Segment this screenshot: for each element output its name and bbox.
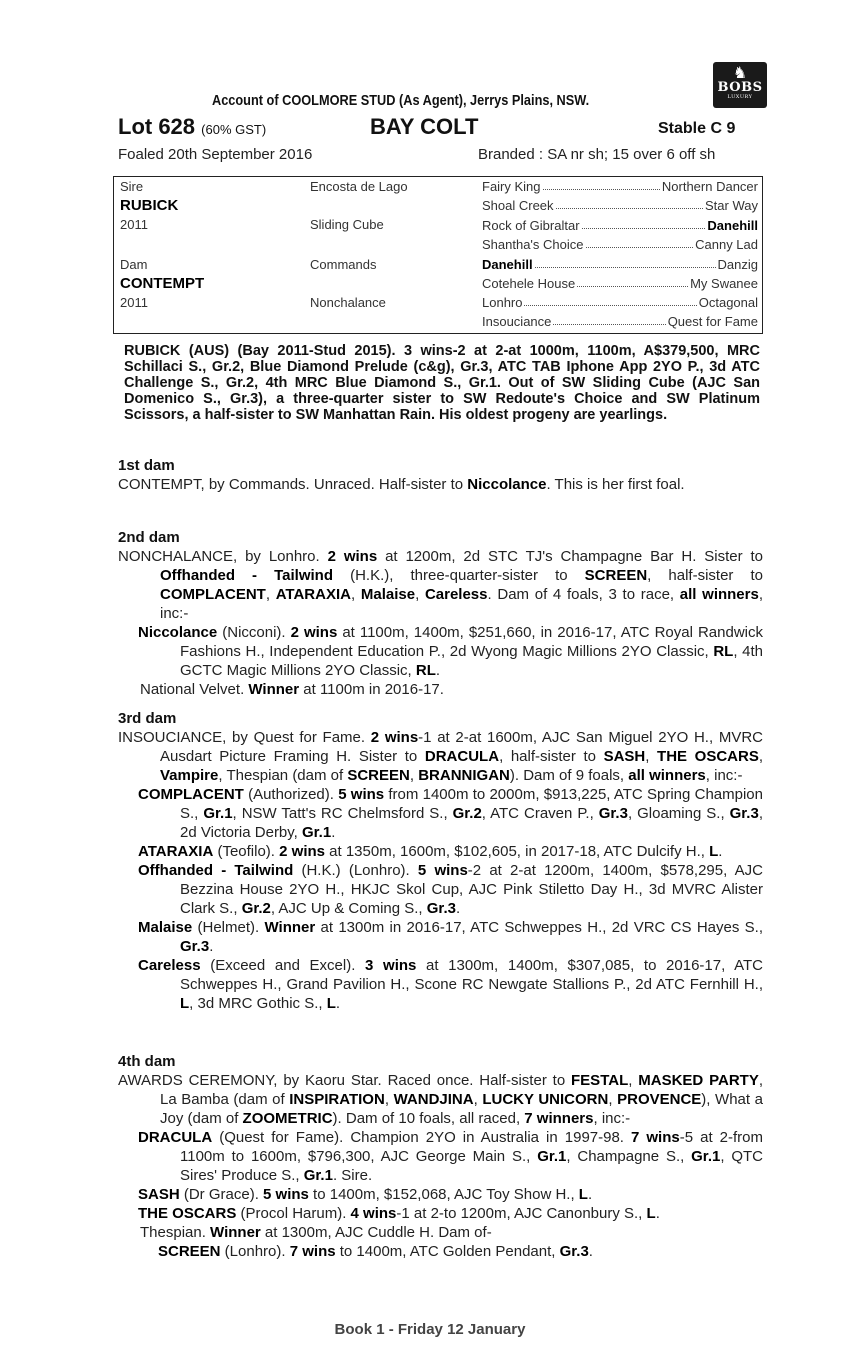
sire-dam: Sliding Cube [310, 217, 384, 232]
branded-info: Branded : SA nr sh; 15 over 6 off sh [478, 146, 716, 163]
horse-type: BAY COLT [370, 114, 479, 139]
section-1st-dam: 1st dam [118, 457, 175, 474]
dam3-text: INSOUCIANCE, by Quest for Fame. 2 wins-1 at 2-at 1600m, AJC San Miguel 2YO H., MVRC Ausdart Picture Framing H. Sister to DRACULA, half-sister to SASH, THE OSCARS, Vampire, Thespian (dam of SCREEN, BRANNIGAN). Dam of 9 foals, all winners, inc:- [118, 729, 763, 784]
sire-label: Sire [120, 179, 144, 194]
ancestor-right: Danzig [717, 257, 758, 272]
ancestor-right: Octagonal [698, 295, 758, 310]
ancestor-left: Shantha's Choice [482, 237, 584, 252]
gst-note: (60% GST) [201, 122, 267, 137]
dam-dam: Nonchalance [310, 295, 386, 310]
dam3-block [118, 728, 763, 1013]
ancestor-row [482, 257, 758, 272]
lot-label: Lot 628 [118, 114, 196, 139]
foaled-date: Foaled 20th September 2016 [118, 146, 313, 163]
progeny-entry: SCREEN (Lonhro). 7 wins to 1400m, ATC Golden Pendant, Gr.3. [158, 1243, 593, 1260]
logo-sub: LUXURY [727, 94, 753, 100]
section-3rd-dam: 3rd dam [118, 710, 177, 727]
dam2-text: NONCHALANCE, by Lonhro. 2 wins at 1200m, 2d STC TJ's Champagne Bar H. Sister to Offhanded - Tailwind (H.K.), three-quarter-sister to SCREEN, half-sister to COMPLACENT, ATARAXIA, Malaise, Careless. Dam of 4 foals, 3 to race, all winners, inc:- [118, 548, 764, 622]
ancestor-right: Northern Dancer [661, 179, 758, 194]
ancestor-row [482, 295, 758, 310]
sire-summary: RUBICK (AUS) (Bay 2011-Stud 2015). 3 wins-2 at 2-at 1000m, 1100m, A$379,500, MRC Schillaci S., Gr.2, Blue Diamond Prelude (c&g), Gr.3, ATC TAB Iphone App 2YO P., 3d ATC Challenge S., Gr.2, 4th MRC Blue Diamond S., Gr.1. Out of SW Sliding Cube (AJC San Domenico S., Gr.3), a three-quarter sister to SW Redoute's Choice and SW Platinum Scissors, a half-sister to SW Manhattan Rain. His oldest progeny are yearlings. [124, 343, 760, 423]
dam4-block [118, 1071, 763, 1261]
progeny-entry: COMPLACENT (Authorized). 5 wins from 1400m to 2000m, $913,225, ATC Spring Champion S., Gr.1, NSW Tatt's RC Chelmsford S., Gr.2, ATC Craven P., Gr.3, Gloaming S., Gr.3, 2d Victoria Derby, Gr.1. [138, 786, 763, 841]
ancestor-row [482, 314, 758, 329]
progeny-entry: Malaise (Helmet). Winner at 1300m in 2016-17, ATC Schweppes H., 2d VRC CS Hayes S., Gr.3. [138, 919, 763, 955]
pedigree-table [113, 176, 763, 334]
ancestor-right: Star Way [705, 198, 758, 213]
ancestor-left: Cotehele House [482, 276, 576, 291]
progeny-entry: Offhanded - Tailwind (H.K.) (Lonhro). 5 wins-2 at 2-at 1200m, 1400m, $578,295, AJC Bezzina House 2YO H., HKJC Skol Cup, AJC Pink Stiletto Day H., 3d MVRC Alister Clark S., Gr.2, AJC Up & Coming S., Gr.3. [138, 862, 763, 917]
ancestor-right: My Swanee [690, 276, 758, 291]
sale-logo [713, 62, 767, 108]
logo-name: BOBS [717, 80, 763, 95]
ancestor-left: Danehill [482, 257, 533, 272]
dam-year: 2011 [120, 295, 148, 310]
progeny-entry: DRACULA (Quest for Fame). Champion 2YO in Australia in 1997-98. 7 wins-5 at 2-from 1100m to 1600m, $796,300, AJC George Main S., Gr.1, Champagne S., Gr.1, QTC Sires' Produce S., Gr.1. Sire. [138, 1129, 764, 1184]
ancestor-left: Lonhro [482, 295, 523, 310]
ancestor-row [482, 276, 758, 291]
ancestor-row [482, 179, 758, 194]
account-line: Account of COOLMORE STUD (As Agent), Jerrys Plains, NSW. [212, 92, 590, 109]
section-2nd-dam: 2nd dam [118, 529, 180, 546]
progeny-entry: National Velvet. Winner at 1100m in 2016-17. [140, 681, 444, 698]
progeny-entry: ATARAXIA (Teofilo). 2 wins at 1350m, 1600m, $102,605, in 2017-18, ATC Dulcify H., L. [138, 843, 723, 860]
sire-year: 2011 [120, 217, 148, 232]
dam2-block [118, 547, 763, 699]
ancestor-right: Danehill [707, 218, 758, 233]
lot-number [118, 114, 266, 140]
sire-sire: Encosta de Lago [310, 179, 408, 194]
progeny-entry: Thespian. Winner at 1300m, AJC Cuddle H. Dam of- [140, 1224, 492, 1241]
dam4-text: AWARDS CEREMONY, by Kaoru Star. Raced once. Half-sister to FESTAL, MASKED PARTY, La Bamba (dam of INSPIRATION, WANDJINA, LUCKY UNICORN, PROVENCE), What a Joy (dam of ZOOMETRIC). Dam of 10 foals, all raced, 7 winners, inc:- [118, 1072, 763, 1127]
ancestor-right: Canny Lad [695, 237, 758, 252]
stable-label: Stable C 9 [658, 120, 736, 137]
progeny-entry: SASH (Dr Grace). 5 wins to 1400m, $152,068, AJC Toy Show H., L. [138, 1186, 593, 1203]
progeny-entry: THE OSCARS (Procol Harum). 4 wins-1 at 2-to 1200m, AJC Canonbury S., L. [138, 1205, 660, 1222]
horse-icon: ♞ [732, 63, 748, 82]
sire-name: RUBICK [120, 197, 179, 214]
progeny-entry: Careless (Exceed and Excel). 3 wins at 1300m, 1400m, $307,085, to 2016-17, ATC Schweppes H., Grand Pavilion H., Scone RC Newgate Stallions P., 2d ATC Fernhill H., L, 3d MRC Gothic S., L. [138, 957, 763, 1012]
progeny-entry: Niccolance (Nicconi). 2 wins at 1100m, 1400m, $251,660, in 2016-17, ATC Royal Randwick Fashions H., Independent Education P., 2d Wyong Magic Millions 2YO Classic, RL, 4th GCTC Magic Millions 2YO Classic, RL. [138, 624, 763, 679]
ancestor-left: Rock of Gibraltar [482, 218, 580, 233]
dam1-text: CONTEMPT, by Commands. Unraced. Half-sister to Niccolance. This is her first foal. [118, 476, 685, 493]
ancestor-right: Quest for Fame [667, 314, 758, 329]
dam-label: Dam [120, 257, 148, 272]
dam-sire: Commands [310, 257, 377, 272]
ancestor-row [482, 218, 758, 233]
ancestor-left: Insouciance [482, 314, 552, 329]
ancestor-left: Fairy King [482, 179, 541, 194]
ancestor-left: Shoal Creek [482, 198, 554, 213]
ancestor-row [482, 198, 758, 213]
section-4th-dam: 4th dam [118, 1053, 176, 1070]
dam-name: CONTEMPT [120, 275, 205, 292]
page-footer: Book 1 - Friday 12 January [334, 1321, 526, 1338]
ancestor-row [482, 237, 758, 252]
